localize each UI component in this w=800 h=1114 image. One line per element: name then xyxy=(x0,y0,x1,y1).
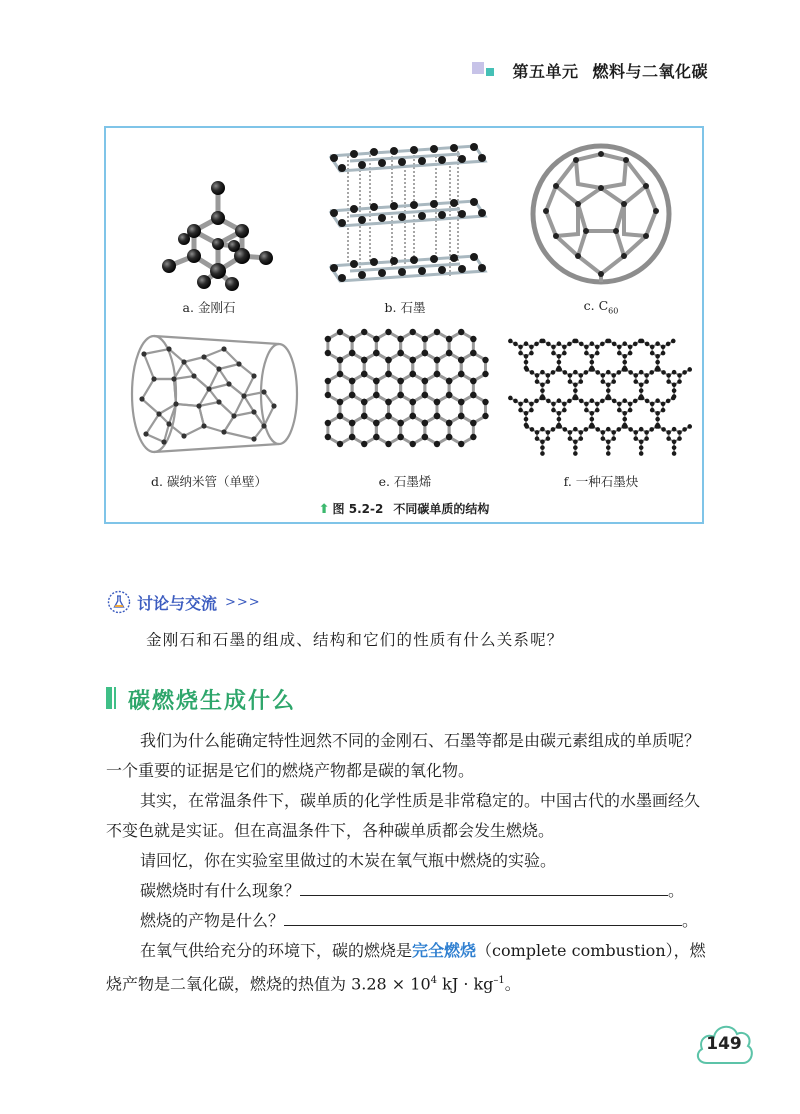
caption-f: f. 一种石墨炔 xyxy=(563,474,639,489)
unit-kj-kg: kJ · kg xyxy=(437,974,494,994)
header-unit: 第五单元 xyxy=(512,61,579,81)
c60-structure-image xyxy=(506,136,696,326)
graphite-structure-image xyxy=(310,136,500,326)
discussion-title: 讨论与交流 xyxy=(137,593,218,613)
figure-number: 图 5.2-2 xyxy=(332,502,384,516)
graphene-structure-image xyxy=(310,324,500,514)
exponent-minus-1: –1 xyxy=(493,975,505,986)
header-squares-icon xyxy=(472,60,502,80)
graphyne-structure-image xyxy=(506,324,696,514)
paragraph-4-end: 。 xyxy=(504,974,521,994)
caption-c-sub: 60 xyxy=(608,306,619,316)
question-2 xyxy=(106,906,706,936)
caption-c xyxy=(506,298,696,316)
figure-title xyxy=(106,500,702,517)
question-1 xyxy=(106,876,706,906)
paragraph-4-a: 在氧气供给充分的环境下，碳的燃烧是 xyxy=(140,941,413,960)
figure-title-text: 不同碳单质的结构 xyxy=(393,502,490,516)
discussion-question: 金刚石和石墨的组成、结构和它们的性质有什么关系呢？ xyxy=(146,631,564,649)
answer-line-1[interactable] xyxy=(300,881,668,896)
page-number: 149 xyxy=(706,1034,742,1054)
diamond-structure-image xyxy=(114,136,304,326)
exponent-4: 4 xyxy=(430,975,438,986)
header-title: 燃料与二氧化碳 xyxy=(592,61,708,81)
figure-box xyxy=(104,126,704,524)
question-2-period: 。 xyxy=(682,911,699,930)
caption-e: e. 石墨烯 xyxy=(378,474,432,489)
paragraph-4-b: （complete combustion），燃烧产物是二氧化碳，燃烧的热值为 3.28 × 10 xyxy=(106,941,706,994)
paragraph-1: 我们为什么能确定特性迥然不同的金刚石、石墨等都是由碳元素组成的单质呢？一个重要的证据是它们的燃烧产物都是碳的氧化物。 xyxy=(106,731,701,780)
answer-line-2[interactable] xyxy=(284,911,682,926)
running-header xyxy=(472,58,708,82)
caption-c-text: c. C xyxy=(583,298,609,313)
paragraph-4 xyxy=(106,936,706,999)
caption-d: d. 碳纳米管（单壁） xyxy=(151,474,267,489)
section-bar-thin xyxy=(114,687,116,709)
section-bar-icon xyxy=(106,687,112,709)
paragraph-2: 其实，在常温条件下，碳单质的化学性质是非常稳定的。中国古代的水墨画经久不变色就是实证。但在高温条件下，各种碳单质都会发生燃烧。 xyxy=(106,791,701,840)
body-text xyxy=(106,726,706,999)
question-1-text: 碳燃烧时有什么现象？ xyxy=(140,881,301,900)
term-complete-combustion: 完全燃烧 xyxy=(412,941,477,960)
caption-a: a. 金刚石 xyxy=(182,300,236,315)
flask-icon xyxy=(107,590,131,614)
paragraph-3: 请回忆，你在实验室里做过的木炭在氧气瓶中燃烧的实验。 xyxy=(140,851,557,870)
section-title: 碳燃烧生成什么 xyxy=(128,688,297,714)
discussion-arrows: >>> xyxy=(225,594,261,610)
caption-b: b. 石墨 xyxy=(384,300,426,315)
header-text xyxy=(512,59,708,82)
discussion-heading xyxy=(107,590,261,614)
nanotube-structure-image xyxy=(114,324,304,514)
up-arrow-icon: ⬆ xyxy=(318,502,330,517)
question-2-text: 燃烧的产物是什么？ xyxy=(140,911,285,930)
question-1-period: 。 xyxy=(668,881,685,900)
